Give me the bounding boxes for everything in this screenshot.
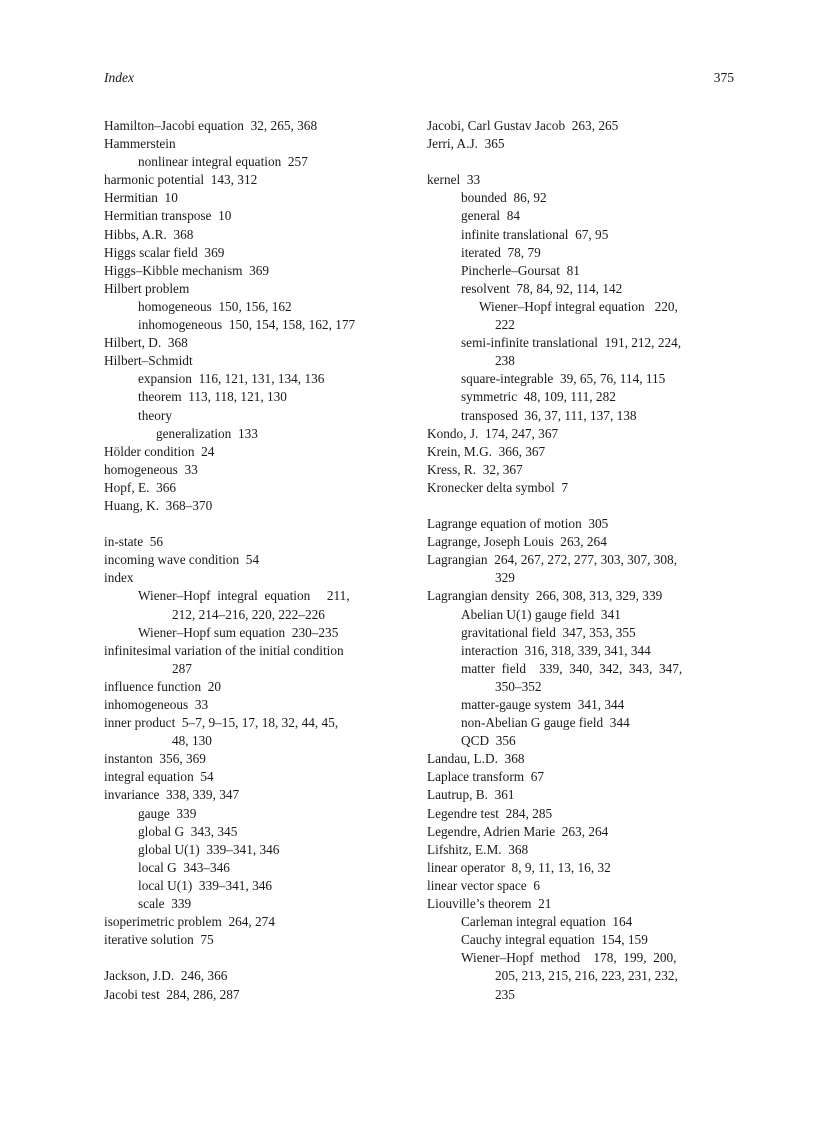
page-number: 375 xyxy=(713,70,734,85)
index-entry: infinite translational 67, 95 xyxy=(461,226,609,242)
index-entry: infinitesimal variation of the initial condition xyxy=(104,642,344,658)
index-entry: symmetric 48, 109, 111, 282 xyxy=(461,389,616,405)
index-entry: bounded 86, 92 xyxy=(461,190,547,206)
index-entry: general 84 xyxy=(461,208,521,224)
index-entry: matter field 339, 340, 342, 343, 347, xyxy=(461,660,683,676)
index-entry: 329 xyxy=(495,570,515,586)
index-entry: global U(1) 339–341, 346 xyxy=(138,841,280,857)
index-entry: instanton 356, 369 xyxy=(104,751,206,767)
index-entry: Hermitian 10 xyxy=(104,190,178,206)
index-entry: 212, 214–216, 220, 222–226 xyxy=(172,606,325,622)
entry-spacer xyxy=(427,497,714,515)
index-entry: Jacobi test 284, 286, 287 xyxy=(104,986,240,1002)
index-entry: 238 xyxy=(495,353,515,369)
index-entry: Abelian U(1) gauge field 341 xyxy=(461,606,621,622)
index-entry: Higgs–Kibble mechanism 369 xyxy=(104,262,270,278)
index-column-right xyxy=(427,117,714,1004)
index-entry: kernel 33 xyxy=(427,172,481,188)
index-entry: Legendre, Adrien Marie 263, 264 xyxy=(427,823,609,839)
index-entry: linear operator 8, 9, 11, 13, 16, 32 xyxy=(427,859,611,875)
index-entry: index xyxy=(104,570,134,586)
running-header xyxy=(104,70,734,90)
index-entry: Lifshitz, E.M. 368 xyxy=(427,841,529,857)
index-column-left xyxy=(104,117,391,1004)
index-entry: Kress, R. 32, 367 xyxy=(427,461,523,477)
index-entry: harmonic potential 143, 312 xyxy=(104,172,258,188)
index-entry: Kronecker delta symbol 7 xyxy=(427,479,569,495)
index-entry: 48, 130 xyxy=(172,733,212,749)
index-entry: Lagrange equation of motion 305 xyxy=(427,516,609,532)
index-entry: Wiener–Hopf method 178, 199, 200, xyxy=(461,950,677,966)
index-entry: matter-gauge system 341, 344 xyxy=(461,697,625,712)
index-entry: Hölder condition 24 xyxy=(104,443,215,459)
entry-spacer xyxy=(104,949,391,967)
index-entry: Wiener–Hopf integral equation 220, xyxy=(479,298,678,314)
index-entry: homogeneous 33 xyxy=(104,461,198,477)
index-entry: Liouville’s theorem 21 xyxy=(427,896,552,912)
index-entry: scale 339 xyxy=(138,896,192,912)
index-entry: gravitational field 347, 353, 355 xyxy=(461,624,636,640)
index-entry: Hilbert–Schmidt xyxy=(104,353,193,369)
index-entry: Hilbert, D. 368 xyxy=(104,335,188,351)
index-entry: Kondo, J. 174, 247, 367 xyxy=(427,425,559,441)
index-entry: Cauchy integral equation 154, 159 xyxy=(461,932,648,948)
index-entry: Wiener–Hopf integral equation 211, xyxy=(138,588,350,604)
index-entry: integral equation 54 xyxy=(104,769,214,785)
index-entry: Hamilton–Jacobi equation 32, 265, 368 xyxy=(104,118,318,133)
index-entry: Jackson, J.D. 246, 366 xyxy=(104,968,228,984)
index-entry: Legendre test 284, 285 xyxy=(427,805,553,821)
index-entry: interaction 316, 318, 339, 341, 344 xyxy=(461,642,651,658)
index-entry: non-Abelian G gauge field 344 xyxy=(461,715,630,731)
index-entry: Huang, K. 368–370 xyxy=(104,497,213,513)
index-entry: influence function 20 xyxy=(104,678,222,694)
index-entry: resolvent 78, 84, 92, 114, 142 xyxy=(461,280,623,296)
index-entry: Lagrangian 264, 267, 272, 277, 303, 307, 308, xyxy=(427,552,678,568)
running-title: Index xyxy=(104,70,134,85)
index-entry: homogeneous 150, 156, 162 xyxy=(138,298,292,314)
index-entry: incoming wave condition 54 xyxy=(104,552,260,568)
index-entry: inner product 5–7, 9–15, 17, 18, 32, 44, 45, xyxy=(104,715,339,731)
index-entry: Lagrange, Joseph Louis 263, 264 xyxy=(427,534,607,550)
index-entry: 287 xyxy=(172,660,192,676)
entry-spacer xyxy=(427,153,714,171)
index-entry: local G 343–346 xyxy=(138,859,230,875)
index-entry: 235 xyxy=(495,986,515,1002)
index-entry: Pincherle–Goursat 81 xyxy=(461,262,580,278)
index-entry: Jacobi, Carl Gustav Jacob 263, 265 xyxy=(427,118,619,133)
index-entry: Krein, M.G. 366, 367 xyxy=(427,443,546,459)
index-entry: transposed 36, 37, 111, 137, 138 xyxy=(461,407,637,423)
index-entry: iterative solution 75 xyxy=(104,932,214,948)
index-entry: QCD 356 xyxy=(461,733,516,749)
index-entry: inhomogeneous 33 xyxy=(104,697,209,712)
index-entry: Hopf, E. 366 xyxy=(104,479,177,495)
index-entry: Hibbs, A.R. 368 xyxy=(104,226,194,242)
index-entry: expansion 116, 121, 131, 134, 136 xyxy=(138,371,325,387)
index-entry: generalization 133 xyxy=(156,425,258,441)
index-entry: nonlinear integral equation 257 xyxy=(138,154,308,170)
index-entry: global G 343, 345 xyxy=(138,823,238,839)
entry-spacer xyxy=(104,515,391,533)
index-entry: Hammerstein xyxy=(104,136,176,152)
index-entry: Laplace transform 67 xyxy=(427,769,545,785)
index-entry: Lautrup, B. 361 xyxy=(427,787,515,803)
index-entry: 205, 213, 215, 216, 223, 231, 232, xyxy=(495,968,678,984)
index-entry: isoperimetric problem 264, 274 xyxy=(104,914,275,930)
index-entry: semi-infinite translational 191, 212, 224, xyxy=(461,335,682,351)
index-entry: linear vector space 6 xyxy=(427,877,540,893)
index-entry: Higgs scalar field 369 xyxy=(104,244,225,260)
index-entry: local U(1) 339–341, 346 xyxy=(138,877,273,893)
index-entry: Wiener–Hopf sum equation 230–235 xyxy=(138,624,339,640)
index-entry: iterated 78, 79 xyxy=(461,244,541,260)
index-entry: gauge 339 xyxy=(138,805,197,821)
index-entry: theorem 113, 118, 121, 130 xyxy=(138,389,287,405)
index-entry: 222 xyxy=(495,317,515,333)
index-entry: Hilbert problem xyxy=(104,280,190,296)
index-entry: square-integrable 39, 65, 76, 114, 115 xyxy=(461,371,666,387)
index-entry: in-state 56 xyxy=(104,534,164,550)
index-entry: Jerri, A.J. 365 xyxy=(427,136,505,152)
index-entry: Lagrangian density 266, 308, 313, 329, 339 xyxy=(427,588,663,604)
index-entry: Landau, L.D. 368 xyxy=(427,751,525,767)
index-entry: inhomogeneous 150, 154, 158, 162, 177 xyxy=(138,317,356,333)
index-entry: invariance 338, 339, 347 xyxy=(104,787,240,803)
index-entry: Carleman integral equation 164 xyxy=(461,914,633,930)
index-entry: 350–352 xyxy=(495,678,542,694)
index-entry: theory xyxy=(138,407,172,423)
index-entry: Hermitian transpose 10 xyxy=(104,208,232,224)
